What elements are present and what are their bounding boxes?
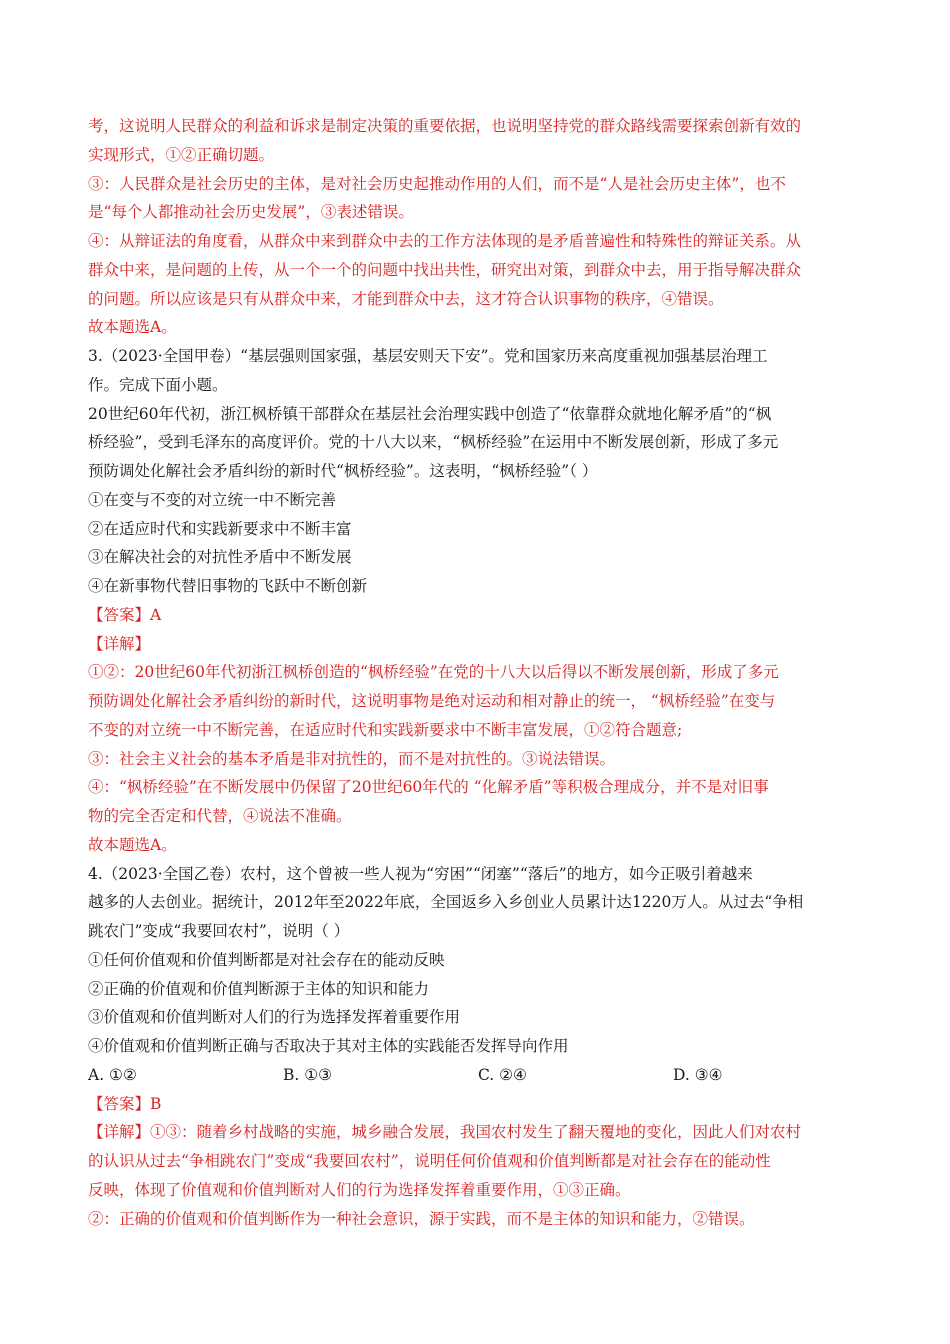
statement-item: ④价值观和价值判断正确与否取决于其对主体的实践能否发挥导向作用 — [88, 1037, 569, 1055]
explanation-line: 预防调处化解社会矛盾纠纷的新时代，这说明事物是绝对运动和相对静止的统一， “枫桥经验”在变与 — [88, 692, 776, 710]
explanation-line: ④：“枫桥经验”在不断发展中仍保留了20世纪60年代的 “化解矛盾”等积极合理成分，并不是对旧事 — [88, 778, 769, 797]
question-stem: 跳农门”变成“我要回农村”，说明（ ） — [88, 922, 350, 940]
question-stem: 3.（2023·全国甲卷）“基层强则国家强，基层安则天下安”。党和国家历来高度重视加强基层治理工 — [88, 347, 768, 365]
statement-item: ②正确的价值观和价值判断源于主体的知识和能力 — [88, 979, 430, 998]
option-a: A. ①② — [88, 1065, 137, 1084]
conclusion-line: 故本题选A。 — [88, 835, 177, 854]
text-line: 群众中来，是问题的上传，从一个一个的问题中找出共性，研究出对策，到群众中去，用于指导解决群众 — [88, 260, 802, 279]
statement-item: ①任何价值观和价值判断都是对社会存在的能动反映 — [88, 950, 445, 969]
answer-line — [88, 601, 878, 630]
text-line: 考，这说明人民群众的利益和诉求是制定决策的重要依据，也说明坚持党的群众路线需要探索创新有效的 — [88, 117, 802, 135]
document-page — [88, 112, 878, 1233]
detail-label: 【详解】 — [88, 634, 151, 653]
question-stem: 越多的人去创业。据统计，2012年至2022年底，全国返乡入乡创业人员累计达1220万人。从过去“争相 — [88, 893, 804, 912]
statement-item: ③价值观和价值判断对人们的行为选择发挥着重要作用 — [88, 1008, 461, 1027]
explanation-line: ②：正确的价值观和价值判断作为一种社会意识，源于实践，而不是主体的知识和能力，②错误。 — [88, 1209, 755, 1228]
statement-item: ①在变与不变的对立统一中不断完善 — [88, 490, 337, 509]
statement-item: ②在适应时代和实践新要求中不断丰富 — [88, 519, 352, 538]
text-line: ④：从辩证法的角度看，从群众中来到群众中去的工作方法体现的是矛盾普遍性和特殊性的辩证关系。从 — [88, 232, 802, 250]
question-stem: 桥经验”，受到毛泽东的高度评价。党的十八大以来，“枫桥经验”在运用中不断发展创新，形成了多元 — [88, 433, 779, 452]
question-stem: 4.（2023·全国乙卷）农村，这个曾被一些人视为“穷困”“闭塞”“落后”的地方，如今正吸引着越来 — [88, 864, 753, 883]
option-d: D. ③④ — [673, 1065, 723, 1084]
explanation-line: 不变的对立统一中不断完善，在适应时代和实践新要求中不断丰富发展，①②符合题意; — [88, 720, 683, 739]
option-c: C. ②④ — [478, 1065, 527, 1084]
explanation-line: 反映，体现了价值观和价值判断对人们的行为选择发挥着重要作用，①③正确。 — [88, 1180, 631, 1199]
detail-label: 【详解】 — [88, 1123, 151, 1142]
explanation-line: ①②：20世纪60年代初浙江枫桥创造的“枫桥经验”在党的十八大以后得以不断发展创新，形成了多元 — [88, 663, 779, 682]
explanation-line: 的认识从过去“争相跳农门”变成“我要回农村”，说明任何价值观和价值判断都是对社会存在的能动性 — [88, 1152, 771, 1170]
question-4 — [88, 860, 878, 1234]
answer-label: 【答案】 — [88, 605, 151, 624]
answer-value: A — [150, 605, 162, 624]
answer-options — [88, 1061, 878, 1090]
text-line: 实现形式，①②正确切题。 — [88, 145, 275, 164]
text-line: ③：人民群众是社会历史的主体，是对社会历史起推动作用的人们，而不是“人是社会历史主体”，也不 — [88, 174, 786, 193]
explanation-line — [88, 1118, 878, 1147]
option-b: B. ①③ — [283, 1065, 333, 1084]
question-stem: 作。完成下面小题。 — [88, 375, 228, 394]
statement-item: ③在解决社会的对抗性矛盾中不断发展 — [88, 548, 352, 567]
statement-item: ④在新事物代替旧事物的飞跃中不断创新 — [88, 577, 368, 595]
answer-value: B — [150, 1094, 162, 1113]
answer-line — [88, 1090, 878, 1119]
question-stem: 20世纪60年代初，浙江枫桥镇干部群众在基层社会治理实践中创造了“依靠群众就地化解矛盾”的“枫 — [88, 404, 772, 423]
question-3 — [88, 342, 878, 860]
explanation-line: ③：社会主义社会的基本矛盾是非对抗性的，而不是对抗性的。③说法错误。 — [88, 749, 616, 768]
text-line: 是“每个人都推动社会历史发展”，③表述错误。 — [88, 203, 414, 222]
text-line: 的问题。所以应该是只有从群众中来，才能到群众中去，这才符合认识事物的秩序，④错误。 — [88, 289, 724, 308]
explanation-text: ①③：随着乡村战略的实施，城乡融合发展，我国农村发生了翻天覆地的变化，因此人们对农村 — [150, 1123, 802, 1142]
answer-label: 【答案】 — [88, 1094, 151, 1113]
conclusion-line: 故本题选A。 — [88, 318, 177, 337]
explanation-line: 物的完全否定和代替，④说法不准确。 — [88, 807, 352, 825]
q2-explanation-tail — [88, 112, 878, 342]
question-stem: 预防调处化解社会矛盾纠纷的新时代“枫桥经验”。这表明，“枫桥经验”（ ） — [88, 462, 598, 480]
